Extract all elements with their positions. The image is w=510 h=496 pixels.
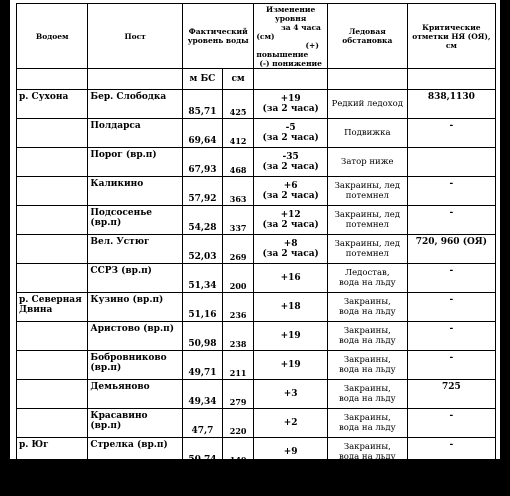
change-value: +23 (280, 476, 301, 486)
level-cm-cell: 412 (222, 119, 254, 148)
change-value: +18 (280, 302, 301, 312)
ice-line-1: Закраины, (343, 442, 391, 452)
ice-line-2: вода на льду (339, 365, 396, 375)
ice-line-2: потемнел (345, 249, 389, 259)
level-cell: 85,71 (182, 90, 222, 119)
river-cell (17, 409, 88, 438)
ice-cell (327, 380, 407, 409)
critical-cell (407, 148, 495, 177)
ice-line-2: вода на льду (339, 423, 396, 433)
river-cell: р. Сухона (17, 90, 88, 119)
table-row (17, 177, 496, 206)
ice-cell (327, 264, 407, 293)
change-cell (254, 264, 328, 293)
change-value: +19 (280, 94, 301, 104)
post-cell: Кузино (вр.п) (88, 293, 183, 322)
level-cell: 52,03 (182, 235, 222, 264)
post-cell: Красавино (вр.п) (88, 409, 183, 438)
ice-line-1: Закраины, (343, 297, 391, 307)
level-cm-cell: 363 (222, 177, 254, 206)
change-cell (254, 438, 328, 467)
ice-line-1: Закраины, (343, 326, 391, 336)
change-cell (254, 177, 328, 206)
level-cm-cell: 337 (222, 206, 254, 235)
critical-cell: - (407, 322, 495, 351)
critical-cell: - (407, 264, 495, 293)
change-value: -5 (285, 123, 296, 133)
table-row (17, 322, 496, 351)
change-note: (за 2 часа) (262, 249, 319, 259)
change-value: +2 (283, 418, 298, 428)
post-cell: Демьяново (88, 380, 183, 409)
table-row (17, 293, 496, 322)
critical-cell: - (407, 119, 495, 148)
change-cell (254, 380, 328, 409)
post-cell: Порог (вр.п) (88, 148, 183, 177)
critical-cell: - (407, 409, 495, 438)
ice-line-2: потемнел (345, 220, 389, 230)
change-cell (254, 293, 328, 322)
change-cell (254, 206, 328, 235)
change-note: (за 2 часа) (262, 104, 319, 114)
change-value: +16 (280, 273, 301, 283)
level-cell: 51,34 (182, 264, 222, 293)
level-cell: 69,64 (182, 119, 222, 148)
ice-cell (327, 148, 407, 177)
document-page (10, 0, 500, 494)
level-cell: 50,74 (182, 438, 222, 467)
ice-line-2: вода на льду (339, 336, 396, 346)
post-cell: ССРЗ (вр.п) (88, 264, 183, 293)
ice-line-1: Ледостав, (345, 268, 390, 278)
change-cell (254, 235, 328, 264)
change-cell (254, 467, 328, 496)
header-actual-level: Фактический уровень воды (182, 4, 253, 69)
ice-cell (327, 438, 407, 467)
ice-cell (327, 467, 407, 496)
table-row (17, 351, 496, 380)
ice-line-2: вода на льду (339, 278, 396, 288)
post-cell: Усть-Алексеево (вр.п) (88, 467, 183, 496)
ice-cell (327, 90, 407, 119)
ice-line-1: Закраины, (343, 355, 391, 365)
level-cm-cell: 211 (222, 351, 254, 380)
level-cell: 54,28 (182, 206, 222, 235)
change-cell (254, 119, 328, 148)
level-cell: 49,71 (182, 351, 222, 380)
river-cell (17, 380, 88, 409)
critical-cell: 725 (407, 380, 495, 409)
level-cm-cell: 468 (222, 148, 254, 177)
change-note: (за 2 часа) (262, 191, 319, 201)
change-note: (за 2 часа) (262, 133, 319, 143)
critical-cell: - (407, 467, 495, 496)
river-cell (17, 264, 88, 293)
table-row (17, 148, 496, 177)
change-cell (254, 90, 328, 119)
level-cell: 47,7 (182, 409, 222, 438)
ice-line-1: Разводья (347, 476, 388, 486)
river-cell (17, 322, 88, 351)
ice-line-1: Редкий ледоход (331, 99, 403, 109)
table-row (17, 90, 496, 119)
level-cell: 57,92 (182, 177, 222, 206)
river-cell (17, 235, 88, 264)
river-cell: р. Северная Двина (17, 293, 88, 322)
change-note: (за 2 часа) (262, 162, 319, 172)
ice-line-1: Закраины, лед (334, 181, 400, 191)
ice-line-2: потемнел (345, 191, 389, 201)
ice-line-2: вода на льду (339, 307, 396, 317)
level-cm-cell: 140 (222, 438, 254, 467)
post-cell: Каликино (88, 177, 183, 206)
post-cell: Полдарса (88, 119, 183, 148)
critical-cell: - (407, 206, 495, 235)
header-change: Изменение уровня за 4 часа (см) (+) повышение (-) понижение (254, 4, 328, 69)
ice-line-1: Закраины, лед (334, 239, 400, 249)
change-cell (254, 322, 328, 351)
level-cm-cell: 220 (222, 409, 254, 438)
change-value: +8 (283, 239, 298, 249)
critical-cell: 720, 960 (ОЯ) (407, 235, 495, 264)
table-row (17, 264, 496, 293)
change-value: +19 (280, 360, 301, 370)
header-waterbody: Водоем (17, 4, 88, 69)
table-row (17, 380, 496, 409)
table-row (17, 467, 496, 496)
change-value: +19 (280, 331, 301, 341)
change-value: +9 (283, 447, 298, 457)
level-cell: 50,98 (182, 322, 222, 351)
ice-cell (327, 206, 407, 235)
level-cm-cell: 214 (222, 467, 254, 496)
change-cell (254, 148, 328, 177)
change-value: +6 (283, 181, 298, 191)
level-cm-cell: 200 (222, 264, 254, 293)
level-cm-cell: 269 (222, 235, 254, 264)
table-row (17, 119, 496, 148)
river-cell (17, 206, 88, 235)
change-value: +3 (283, 389, 298, 399)
level-cell: 67,93 (182, 148, 222, 177)
units-row (17, 69, 496, 90)
ice-cell (327, 409, 407, 438)
ice-line-1: Закраины, (343, 413, 391, 423)
level-cm-cell: 425 (222, 90, 254, 119)
unit-cm: см (222, 69, 254, 90)
header-post: Пост (88, 4, 183, 69)
critical-cell: - (407, 177, 495, 206)
critical-cell: 838,1130 (407, 90, 495, 119)
level-cm-cell: 279 (222, 380, 254, 409)
ice-line-1: Закраины, (343, 384, 391, 394)
level-cell: 60,94 (182, 467, 222, 496)
river-cell: р. Юг (17, 438, 88, 467)
level-cell: 51,16 (182, 293, 222, 322)
post-cell: Бобровниково (вр.п) (88, 351, 183, 380)
header-row (17, 4, 496, 69)
ice-line-1: Затор ниже (341, 157, 394, 167)
ice-cell (327, 351, 407, 380)
change-value: -35 (282, 152, 299, 162)
post-cell: Аристово (вр.п) (88, 322, 183, 351)
ice-cell (327, 119, 407, 148)
table-row (17, 206, 496, 235)
critical-cell: - (407, 351, 495, 380)
ice-cell (327, 235, 407, 264)
post-cell: Подсосенье (вр.п) (88, 206, 183, 235)
ice-cell (327, 293, 407, 322)
river-cell (17, 148, 88, 177)
river-cell (17, 119, 88, 148)
ice-cell (327, 322, 407, 351)
change-value: +12 (280, 210, 301, 220)
ice-line-1: Закраины, лед (334, 210, 400, 220)
post-cell: Вел. Устюг (88, 235, 183, 264)
header-ice: Ледовая обстановка (327, 4, 407, 69)
river-cell (17, 467, 88, 496)
post-cell: Бер. Слободка (88, 90, 183, 119)
change-cell (254, 351, 328, 380)
critical-cell: - (407, 293, 495, 322)
change-note: (за 2 часа) (262, 220, 319, 230)
ice-line-2: вода на льду (339, 452, 396, 462)
level-cm-cell: 238 (222, 322, 254, 351)
table-row (17, 409, 496, 438)
river-cell (17, 177, 88, 206)
table-row (17, 235, 496, 264)
post-cell: Стрелка (вр.п) (88, 438, 183, 467)
level-cm-cell: 236 (222, 293, 254, 322)
header-critical: Критические отметки НЯ (ОЯ), см (407, 4, 495, 69)
ice-cell (327, 177, 407, 206)
ice-line-1: Подвижка (344, 128, 391, 138)
river-cell (17, 351, 88, 380)
water-level-table (16, 3, 496, 496)
unit-mbs: м БС (182, 69, 222, 90)
level-cell: 49,34 (182, 380, 222, 409)
table-row (17, 438, 496, 467)
ice-line-2: вода на льду (339, 394, 396, 404)
change-cell (254, 409, 328, 438)
critical-cell: - (407, 438, 495, 467)
